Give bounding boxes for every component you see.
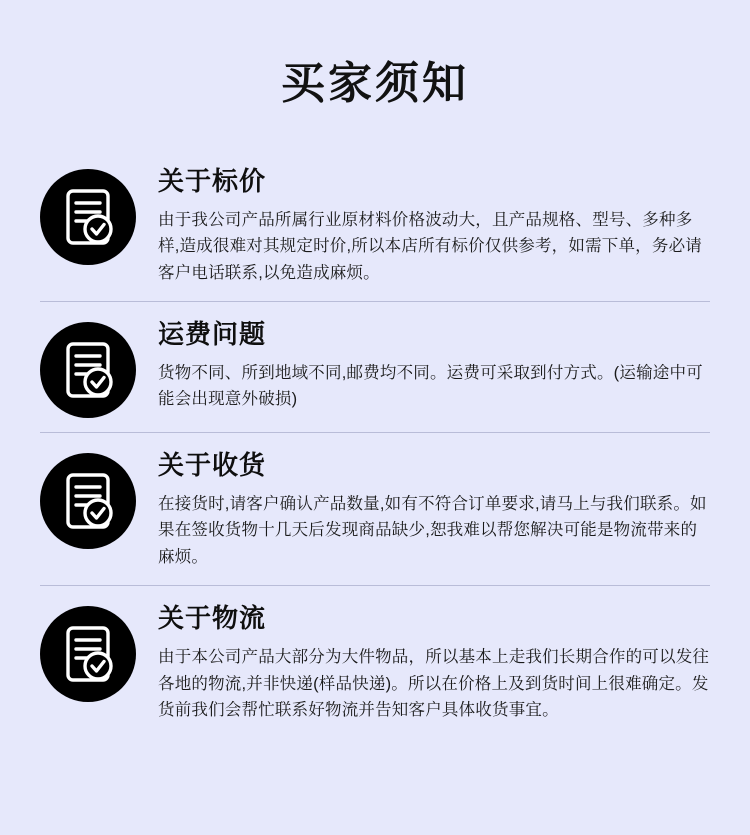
document-check-badge-icon: [40, 453, 136, 549]
list-item: [40, 159, 710, 301]
list-item-title: 运费问题: [158, 318, 267, 349]
list-item-text: 由于本公司产品大部分为大件物品，所以基本上走我们长期合作的可以发往各地的物流,并非快递(样品快递)。所以在价格上及到货时间上很难确定。发货前我们会帮忙联系好物流并告知客户具体收货事宜。: [158, 647, 710, 720]
list-item-title: 关于物流: [158, 602, 267, 633]
list-item-body: [158, 602, 710, 724]
list-item-body: [158, 165, 710, 287]
document-check-badge-icon: [40, 606, 136, 702]
list-item: [40, 585, 710, 738]
list-item-text: 在接货时,请客户确认产品数量,如有不符合订单要求,请马上与我们联系。如果在签收货物十几天后发现商品缺少,恕我难以帮您解决可能是物流带来的麻烦。: [158, 494, 707, 567]
list-item: [40, 432, 710, 585]
page-title: 买家须知: [281, 59, 469, 108]
notice-list: [0, 159, 750, 738]
list-item-body: [158, 318, 710, 413]
list-item-text: 货物不同、所到地域不同,邮费均不同。运费可采取到付方式。(运输途中可能会出现意外破损): [158, 363, 703, 409]
list-item-title: 关于收货: [158, 449, 267, 480]
list-item-text: 由于我公司产品所属行业原材料价格波动大，且产品规格、型号、多种多样,造成很难对其规定时价,所以本店所有标价仅供参考，如需下单，务必请客户电话联系,以免造成麻烦。: [158, 210, 702, 283]
list-item-title: 关于标价: [158, 165, 267, 196]
document-check-badge-icon: [40, 169, 136, 265]
document-check-badge-icon: [40, 322, 136, 418]
list-item-body: [158, 449, 710, 571]
list-item: [40, 301, 710, 432]
